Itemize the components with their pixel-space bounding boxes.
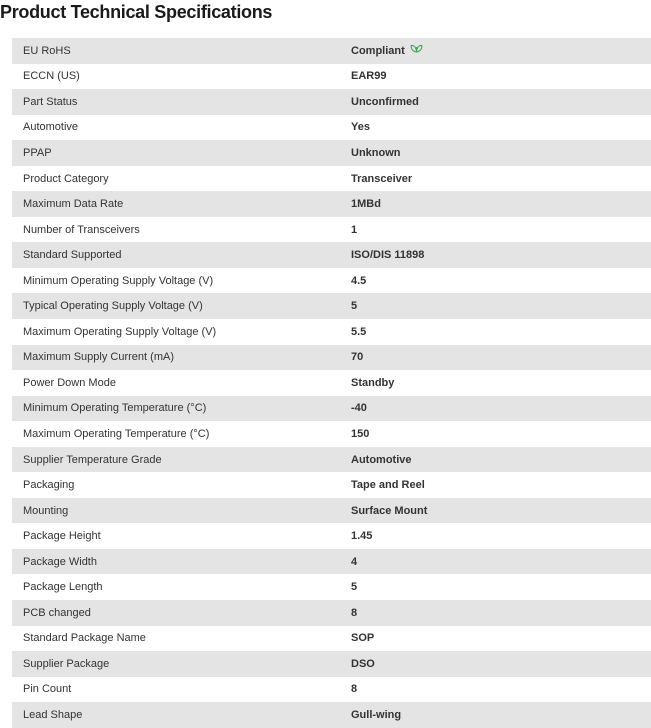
table-row	[12, 600, 651, 626]
spec-label: Maximum Data Rate	[12, 191, 351, 217]
table-row	[12, 38, 651, 64]
leaf-icon	[410, 43, 423, 56]
spec-value: SOP	[351, 626, 651, 652]
table-row	[12, 191, 651, 217]
table-row	[12, 702, 651, 728]
spec-label: PCB changed	[12, 600, 351, 626]
spec-value: Yes	[351, 115, 651, 141]
table-row	[12, 293, 651, 319]
spec-value-cell	[351, 38, 651, 64]
table-row	[12, 447, 651, 473]
spec-value: Unconfirmed	[351, 89, 651, 115]
spec-label: Lead Shape	[12, 702, 351, 728]
spec-value: Standby	[351, 370, 651, 396]
spec-value: 1MBd	[351, 191, 651, 217]
spec-label: Maximum Supply Current (mA)	[12, 345, 351, 371]
spec-value: Surface Mount	[351, 498, 651, 524]
spec-value: Transceiver	[351, 166, 651, 192]
spec-label: Maximum Operating Temperature (°C)	[12, 421, 351, 447]
spec-value: DSO	[351, 651, 651, 677]
table-row	[12, 64, 651, 90]
table-row	[12, 626, 651, 652]
table-row	[12, 140, 651, 166]
spec-label: Supplier Package	[12, 651, 351, 677]
spec-value: 8	[351, 677, 651, 703]
spec-value: 70	[351, 345, 651, 371]
spec-label: Package Length	[12, 574, 351, 600]
spec-label: Standard Supported	[12, 242, 351, 268]
spec-label: Mounting	[12, 498, 351, 524]
table-row	[12, 498, 651, 524]
spec-label: Typical Operating Supply Voltage (V)	[12, 293, 351, 319]
spec-value: 1	[351, 217, 651, 243]
spec-label: Standard Package Name	[12, 626, 351, 652]
table-row	[12, 549, 651, 575]
spec-value: 4.5	[351, 268, 651, 294]
spec-value: 5	[351, 293, 651, 319]
spec-label: Product Category	[12, 166, 351, 192]
spec-table-body	[12, 38, 651, 728]
spec-table	[12, 38, 651, 728]
spec-value: Tape and Reel	[351, 472, 651, 498]
spec-label: Number of Transceivers	[12, 217, 351, 243]
spec-value: 4	[351, 549, 651, 575]
spec-label: Package Height	[12, 523, 351, 549]
table-row	[12, 677, 651, 703]
table-row	[12, 396, 651, 422]
table-row	[12, 523, 651, 549]
table-row	[12, 345, 651, 371]
spec-value: 1.45	[351, 523, 651, 549]
spec-value: Automotive	[351, 447, 651, 473]
spec-label: Automotive	[12, 115, 351, 141]
table-row	[12, 115, 651, 141]
spec-value: -40	[351, 396, 651, 422]
spec-value: 5.5	[351, 319, 651, 345]
spec-value: 5	[351, 574, 651, 600]
spec-label: Supplier Temperature Grade	[12, 447, 351, 473]
table-row	[12, 89, 651, 115]
spec-value: 8	[351, 600, 651, 626]
table-row	[12, 421, 651, 447]
spec-label: Maximum Operating Supply Voltage (V)	[12, 319, 351, 345]
spec-label: Part Status	[12, 89, 351, 115]
table-row	[12, 472, 651, 498]
table-row	[12, 651, 651, 677]
spec-value: Unknown	[351, 140, 651, 166]
spec-label: Power Down Mode	[12, 370, 351, 396]
spec-value: EAR99	[351, 64, 651, 90]
table-row	[12, 319, 651, 345]
table-row	[12, 217, 651, 243]
table-row	[12, 370, 651, 396]
table-row	[12, 574, 651, 600]
spec-value: Gull-wing	[351, 702, 651, 728]
table-row	[12, 268, 651, 294]
spec-value: Compliant	[351, 44, 405, 57]
spec-value: ISO/DIS 11898	[351, 242, 651, 268]
spec-label: Package Width	[12, 549, 351, 575]
spec-label: PPAP	[12, 140, 351, 166]
spec-label: ECCN (US)	[12, 64, 351, 90]
table-row	[12, 166, 651, 192]
spec-label: Packaging	[12, 472, 351, 498]
spec-label: Pin Count	[12, 677, 351, 703]
spec-label: Minimum Operating Supply Voltage (V)	[12, 268, 351, 294]
page-title: Product Technical Specifications	[0, 2, 273, 22]
spec-label: EU RoHS	[12, 38, 351, 64]
spec-label: Minimum Operating Temperature (°C)	[12, 396, 351, 422]
table-row	[12, 242, 651, 268]
spec-value: 150	[351, 421, 651, 447]
